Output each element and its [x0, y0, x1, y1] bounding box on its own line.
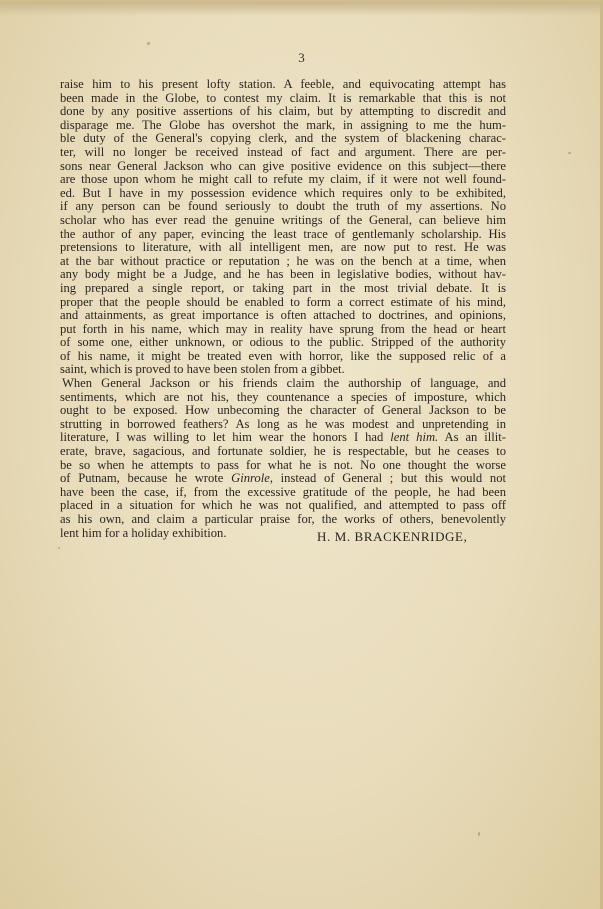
italic-word: Ginrole: [231, 472, 270, 486]
text-line: scholar who has ever read the genuine writings of the General, can believe him: [60, 213, 506, 227]
text-line: ble duty of the General's copying clerk, and the system of blackening charac-: [60, 132, 506, 146]
text-line: are those upon whom he might call to refute my claim, if it were not well found-: [60, 173, 506, 187]
text-line: as his own, and claim a particular praise for, the works of others, benevolently: [60, 513, 506, 526]
text-line: done by any positive assertions of his claim, but by attempting to discredit and: [60, 105, 506, 119]
text-line: and attainments, as great importance is often attached to doctrines, and opinions,: [60, 309, 506, 323]
text-line: be so when he attempts to pass for what he is not. No one thought the worse: [60, 458, 506, 472]
page-number: 3: [298, 50, 305, 65]
text-line: have been the case, if, from the excessive gratitude of the people, he had been: [60, 485, 506, 499]
text-line: ing prepared a single report, or taking part in the most trivial debate. It is: [60, 281, 506, 295]
text-line: ought to be exposed. How unbecoming the character of General Jackson to be: [60, 404, 506, 418]
text-line: been made in the Globe, to contest my claim. It is remarkable that this is not: [60, 91, 506, 105]
text-line: proper that the people should be enabled to form a correct estimate of his mind,: [60, 295, 506, 309]
paper-speck: [147, 42, 150, 45]
text-line: raise him to his present lofty station. A feeble, and equivocating attempt has: [60, 78, 506, 91]
page-top-edge: [0, 2, 603, 16]
text-line: literature, I was willing to let him wear the honors I had lent him. As an illit-: [60, 431, 506, 445]
text-line: erate, brave, sagacious, and fortunate soldier, he is respectable, but he ceases to: [60, 445, 506, 459]
text-line: lent him for a holiday exhibition.: [60, 526, 227, 540]
paper-speck: [568, 152, 571, 154]
paper-speck: [58, 547, 60, 549]
text-line: any body might be a Judge, and he has been in legislative bodies, without hav-: [60, 268, 506, 282]
text-line: ed. But I have in my possession evidence which requires only to be exhibited,: [60, 186, 506, 200]
text-line: disparage me. The Globe has overshot the mark, in assigning to me the hum-: [60, 118, 506, 132]
signature: H. M. BRACKENRIDGE,: [317, 529, 468, 544]
text-line: of his name, it might be treated even with horror, like the supposed relic of a: [60, 349, 506, 363]
text-line: When General Jackson or his friends claim the authorship of language, and: [62, 377, 506, 391]
italic-phrase: lent him.: [390, 431, 439, 445]
text-line: sentiments, which are not his, they countenance a species of imposture, which: [60, 390, 506, 404]
body-text: [60, 78, 506, 540]
text-line: the author of any paper, evincing the least trace of gentlemanly scholarship. His: [60, 227, 506, 241]
text-line: ter, will no longer be received instead of fact and argument. There are per-: [60, 145, 506, 159]
paper-speck: [478, 832, 480, 836]
text-line: put forth in his name, which may in reality have sprung from the head or heart: [60, 322, 506, 336]
text-line: pretensions to literature, with all intelligent men, are now put to rest. He was: [60, 241, 506, 255]
paragraph-1: [60, 78, 506, 377]
text-line: strutting in borrowed feathers? As long as he was modest and unpretending in: [60, 417, 506, 431]
text-line: if any person can be found seriously to doubt the truth of my assertions. No: [60, 200, 506, 214]
paragraph-2: [60, 377, 506, 540]
text-line: of some one, either unknown, or odious to the public. Stripped of the authority: [60, 336, 506, 350]
text-line: of Putnam, because he wrote Ginrole, instead of General ; but this would not: [60, 472, 506, 486]
text-line: at the bar without practice or reputation ; he was on the bench at a time, when: [60, 254, 506, 268]
text-line: sons near General Jackson who can give positive evidence on this subject—there: [60, 159, 506, 173]
text-line: placed in a situation for which he was not qualified, and attempted to pass off: [60, 499, 506, 513]
text-line: saint, which is proved to have been stolen from a gibbet.: [60, 363, 345, 377]
